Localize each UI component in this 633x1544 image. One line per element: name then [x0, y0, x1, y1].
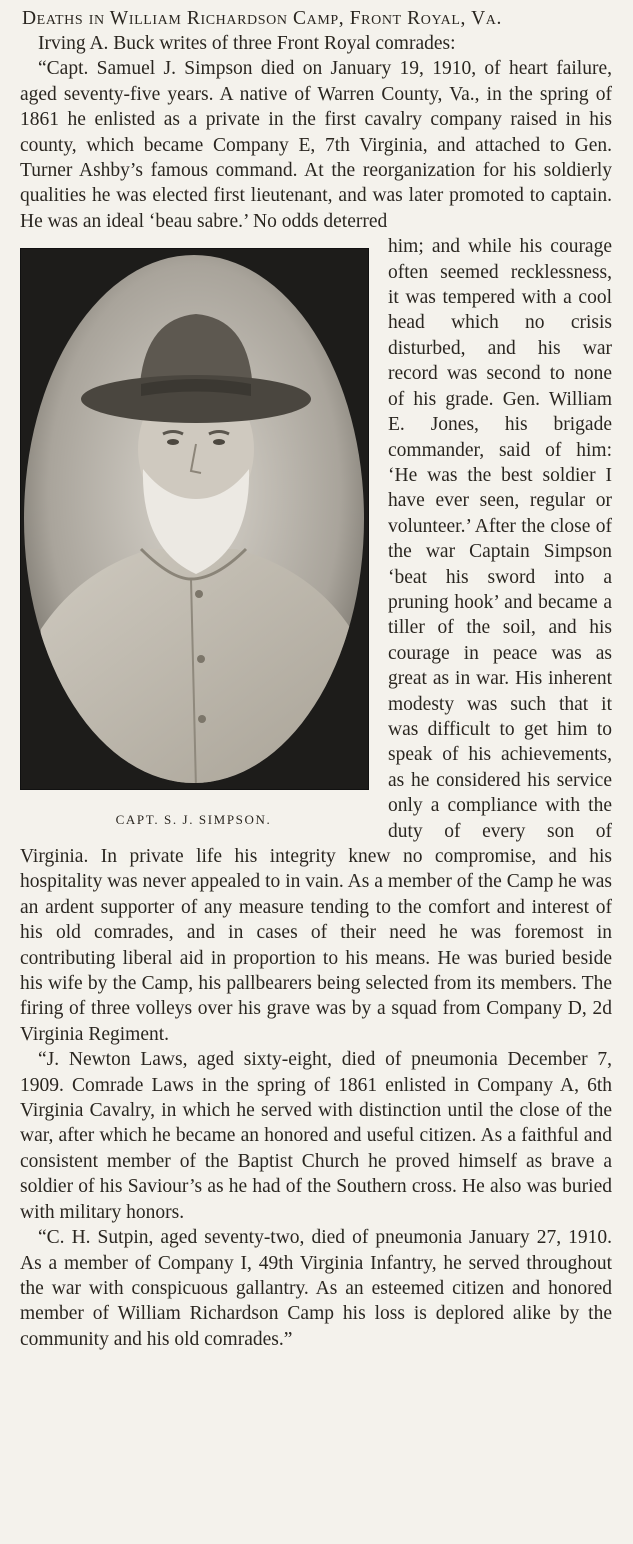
sutpin-paragraph: “C. H. Sutpin, aged seventy-two, died of pneumonia January 27, 1910. As a member of Company I, 49th Virginia Infantry, he served throughout the war with conspicuous gallantry. As an esteemed citizen and honored member of William Richardson Camp his loss is deplored alike by the community and his old comrades.” [20, 1227, 612, 1350]
portrait-caption: CAPT. S. J. SIMPSON. [115, 812, 272, 828]
article-headline: Deaths in William Richardson Camp, Front Royal, Va. [22, 8, 502, 29]
laws-paragraph: “J. Newton Laws, aged sixty-eight, died of pneumonia December 7, 1909. Comrade Laws in the spring of 1861 enlisted in Company A, 6th Virginia Cavalry, in which he served with distinction until the close of the war, after which he became an honored and useful citizen. As a faithful and consistent member of the Baptist Church he proved himself as brave a soldier of his Saviour’s as he had of the Southern cross. He also was buried with military honors. [20, 1049, 612, 1223]
intro-paragraph: Irving A. Buck writes of three Front Royal comrades: [38, 33, 456, 54]
portrait-figure [20, 248, 376, 828]
simpson-paragraph-opening: “Capt. Samuel J. Simpson died on January 19, 1910, of heart failure, aged seventy-five years. A native of Warren County, Va., in the spring of 1861 he enlisted as a private in the first cavalry company raised in his county, which became Company E, 7th Virginia, and attached to Gen. Turner Ashby’s famous command. At the reorganization for his soldierly qualities he was elected first lieutenant, and was later promoted to captain. He was an ideal ‘beau sabre.’ No odds deterred [20, 58, 612, 232]
portrait-image [20, 248, 369, 790]
simpson-paragraph-continued: him; and while his courage often seemed recklessness, it was tempered with a cool head which no crisis disturbed, and his war record was second to none of his grade. Gen. William E. Jones, his brigade commander, said of him: ‘He was the best soldier I have ever seen, regular or volunteer.’ After the close of the war Captain Simpson ‘beat his sword into a pruning hook’ and became a tiller of the soil, and his courage in peace was as great as in war. His inherent modesty was such that it was difficult to get him to speak of his achievements, as he considered his service only a compliance with the duty of every son of Virginia. In private life his integrity knew no compromise, and his hospitality was never appealed to in vain. As a member of the Camp he was an ardent supporter of any measure tending to the comfort and interest of his old comrades, and in cases of their need he was foremost in contributing liberal aid in proportion to his means. He was buried beside his wife by the Camp, his pallbearers being selected from its members. The firing of three volleys over his grave was by a squad from Company D, 2d Virginia Regiment. [20, 236, 612, 1045]
portrait-photo [21, 249, 368, 789]
article-page [20, 6, 612, 1352]
